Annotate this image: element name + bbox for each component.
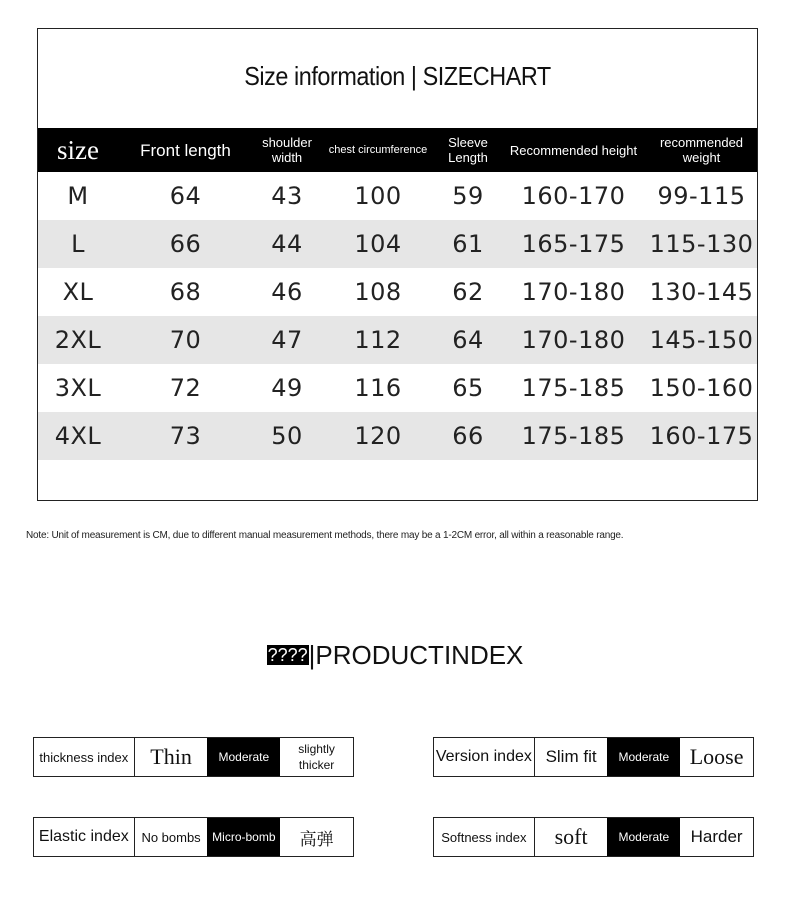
cell-height: 170-180 xyxy=(501,316,646,364)
title-separator: | xyxy=(308,640,316,670)
cell-weight: 150-160 xyxy=(649,374,754,402)
cell-chest: 120 xyxy=(321,412,435,460)
cell-chest: 116 xyxy=(354,374,402,402)
cell-height: 165-175 xyxy=(501,220,646,268)
header-front-length: Front length xyxy=(118,128,253,172)
index-label: Elastic index xyxy=(34,818,135,856)
version-index xyxy=(433,737,754,777)
cell-sleeve-length: 66 xyxy=(435,412,501,460)
cell-shoulder-width: 47 xyxy=(253,316,321,364)
index-option-selected: Micro-bomb xyxy=(207,818,280,856)
cell-chest: 104 xyxy=(321,220,435,268)
header-recommended-height: Recommended height xyxy=(501,128,646,172)
cell-size: 4XL xyxy=(38,412,118,460)
cell-shoulder-width: 50 xyxy=(253,412,321,460)
index-option-selected: Moderate xyxy=(207,738,280,776)
cell-chest: 100 xyxy=(354,182,402,210)
index-option: Loose xyxy=(689,744,744,769)
cell-shoulder-width: 46 xyxy=(271,278,303,306)
elastic-index xyxy=(33,817,354,857)
cell-front-length: 66 xyxy=(118,220,253,268)
cell-weight: 115-130 xyxy=(646,220,757,268)
header-size: size xyxy=(38,128,118,172)
title-block: ???? xyxy=(267,645,308,665)
index-option-selected: Moderate xyxy=(607,738,680,776)
index-option: Thin xyxy=(150,744,192,769)
cell-shoulder-width: 44 xyxy=(253,220,321,268)
cell-front-length: 73 xyxy=(118,412,253,460)
cell-sleeve-length: 62 xyxy=(452,278,484,306)
cell-weight: 145-150 xyxy=(646,316,757,364)
index-label: Version index xyxy=(434,738,535,776)
cell-sleeve-length: 59 xyxy=(452,182,484,210)
cell-front-length: 68 xyxy=(169,278,202,306)
size-table xyxy=(38,128,757,460)
cell-sleeve-length: 65 xyxy=(452,374,484,402)
header-chest-circumference: chest circumference xyxy=(321,128,435,172)
cell-front-length: 72 xyxy=(169,374,202,402)
cell-weight: 99-115 xyxy=(657,182,746,210)
cell-sleeve-length: 64 xyxy=(435,316,501,364)
table-row xyxy=(38,412,757,460)
header-sleeve-length: Sleeve Length xyxy=(435,128,501,172)
index-option: Harder xyxy=(690,827,743,846)
index-label: thickness index xyxy=(34,738,135,776)
index-option: slightly thicker xyxy=(298,742,335,772)
thickness-index xyxy=(33,737,354,777)
cell-height: 170-180 xyxy=(521,278,626,306)
cell-shoulder-width: 43 xyxy=(271,182,303,210)
cell-size: 3XL xyxy=(54,374,102,402)
cell-front-length: 64 xyxy=(169,182,202,210)
header-shoulder-width: shoulder width xyxy=(253,128,321,172)
cell-chest: 108 xyxy=(354,278,402,306)
table-header-row xyxy=(38,128,757,172)
product-index-title xyxy=(0,640,790,671)
table-row xyxy=(38,268,757,316)
title-text: PRODUCTINDEX xyxy=(315,640,524,670)
table-row xyxy=(38,220,757,268)
cell-height: 175-185 xyxy=(521,374,626,402)
cell-size: M xyxy=(67,182,89,210)
cell-front-length: 70 xyxy=(118,316,253,364)
cell-size: XL xyxy=(62,278,94,306)
header-recommended-weight: recommended weight xyxy=(646,128,757,172)
cell-weight: 160-175 xyxy=(646,412,757,460)
index-option: soft xyxy=(554,824,588,849)
chart-title: Size information | SIZECHART xyxy=(244,61,551,91)
cell-size: L xyxy=(38,220,118,268)
cell-height: 160-170 xyxy=(521,182,626,210)
cell-chest: 112 xyxy=(321,316,435,364)
cell-height: 175-185 xyxy=(501,412,646,460)
index-option: 高弹 xyxy=(299,829,334,849)
index-option: No bombs xyxy=(141,829,201,845)
table-row xyxy=(38,316,757,364)
table-row xyxy=(38,364,757,412)
measurement-note: Note: Unit of measurement is CM, due to different manual measurement methods, there may be a 1-2CM error, all within a reasonable range. xyxy=(26,530,624,541)
softness-index xyxy=(433,817,754,857)
size-chart xyxy=(37,28,758,501)
cell-shoulder-width: 49 xyxy=(271,374,303,402)
cell-weight: 130-145 xyxy=(649,278,754,306)
index-option-selected: Moderate xyxy=(607,818,680,856)
table-row xyxy=(38,172,757,220)
cell-size: 2XL xyxy=(38,316,118,364)
index-label: Softness index xyxy=(434,818,535,856)
index-option: Slim fit xyxy=(545,747,597,766)
cell-sleeve-length: 61 xyxy=(435,220,501,268)
